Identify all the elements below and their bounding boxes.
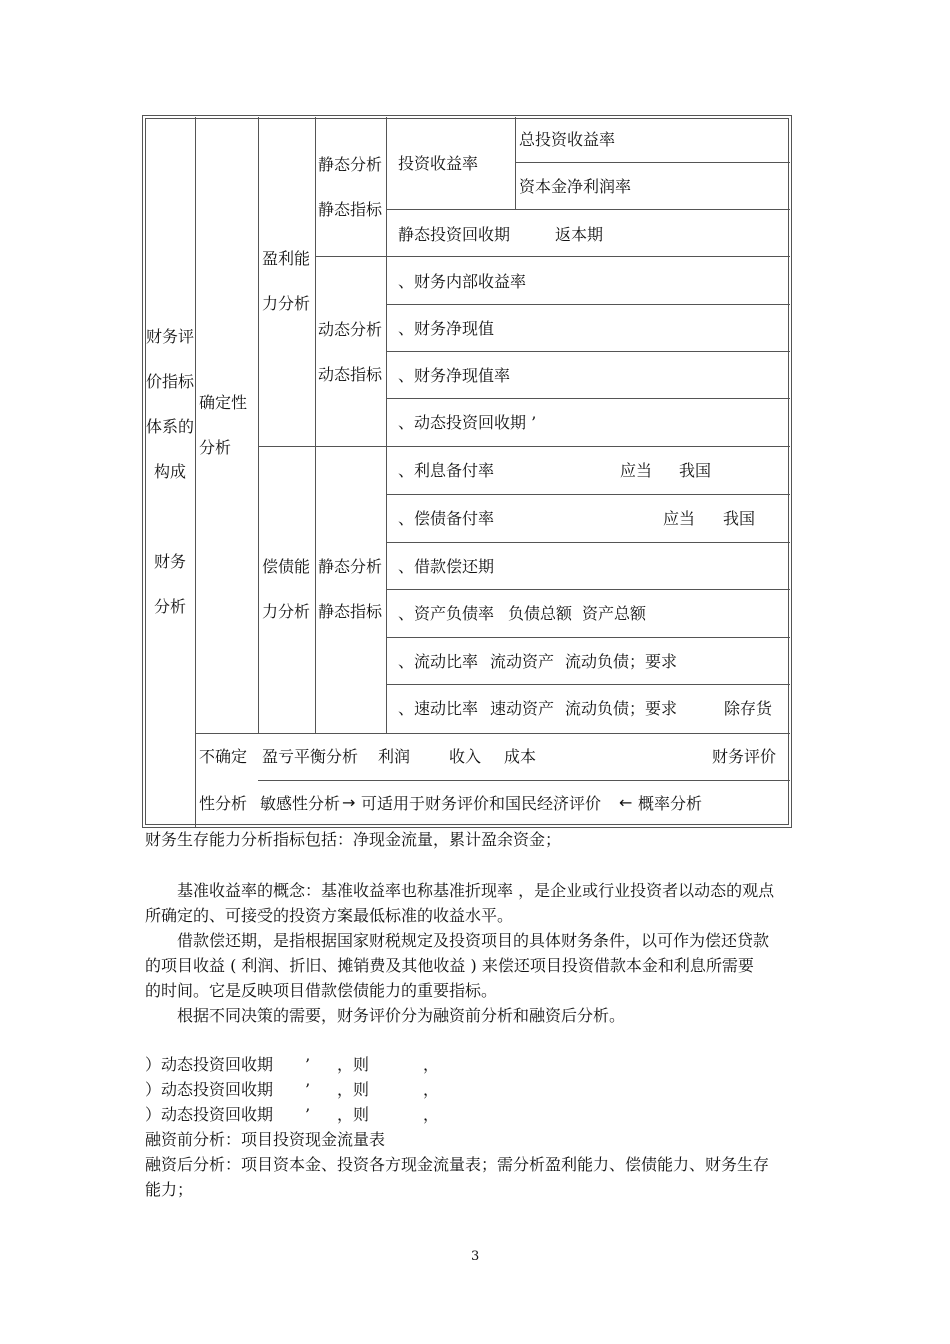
col1-divider	[195, 117, 196, 827]
invest-return-rate: 投资收益率	[398, 154, 479, 173]
dynamic-row-2: 、财务净现值	[398, 319, 495, 338]
row-divider	[386, 304, 790, 305]
total-assets: 资产总额	[582, 604, 647, 623]
static-payback-alias: 返本期	[555, 225, 604, 244]
pre-financing-analysis: 融资前分析：项目投资现金流量表	[145, 1130, 386, 1149]
debt-cover-china: 我国	[723, 509, 756, 528]
dyn-line-3-c: ，则	[337, 1105, 370, 1124]
loan-repayment-period: 、借款偿还期	[398, 557, 495, 576]
row-divider	[386, 398, 790, 399]
static-analysis-1: 静态分析	[318, 155, 383, 174]
static-analysis-2: 静态指标	[318, 200, 383, 219]
row-divider	[195, 733, 790, 734]
benchmark-line-2: 所确定的、可接受的投资方案最低标准的收益水平。	[145, 906, 514, 925]
dynamic-row-4: 、动态投资回收期 ’	[398, 413, 537, 432]
row-divider	[386, 351, 790, 352]
dyn-line-3-b: ’	[305, 1105, 311, 1124]
probability-analysis: 概率分析	[638, 794, 703, 813]
row-divider	[386, 542, 790, 543]
dyn-line-2-c: ，则	[337, 1080, 370, 1099]
interest-cover-ratio: 、利息备付率	[398, 461, 495, 480]
decision-line: 根据不同决策的需要，财务评价分为融资前分析和融资后分析。	[177, 1006, 626, 1025]
static-analysis-4: 静态指标	[318, 602, 383, 621]
row-divider	[258, 446, 790, 447]
row-divider	[386, 209, 790, 210]
loan-line-1: 借款偿还期，是指根据国家财税规定及投资项目的具体财务条件，以可作为偿还贷款	[177, 931, 770, 950]
right-arrow-icon: →	[342, 793, 356, 812]
certainty-analysis-2: 分析	[199, 438, 232, 457]
interest-cover-china: 我国	[679, 461, 712, 480]
sensitivity-analysis: 敏感性分析	[260, 794, 341, 813]
row-divider	[386, 684, 790, 685]
debt-asset-ratio: 、资产负债率	[398, 604, 495, 623]
quick-liabilities-req: 流动负债；要求	[565, 699, 678, 718]
col5-divider	[515, 117, 516, 209]
col1-line-1: 财务评	[146, 327, 195, 346]
row-divider	[315, 256, 790, 257]
certainty-analysis-1: 确定性	[199, 393, 248, 412]
capital-profit-rate: 资本金净利润率	[519, 177, 632, 196]
loan-line-3: 的时间。它是反映项目借款偿债能力的重要指标。	[145, 981, 498, 1000]
breakeven-revenue: 收入	[449, 747, 482, 766]
current-liabilities-req: 流动负债；要求	[565, 652, 678, 671]
post-financing-line-2: 能力；	[145, 1180, 194, 1199]
total-liabilities: 负债总额	[508, 604, 573, 623]
page-number: 3	[471, 1249, 480, 1264]
debt-cover-ratio: 、偿债备付率	[398, 509, 495, 528]
dynamic-analysis-1: 动态分析	[318, 320, 383, 339]
sensitivity-applicability: 可适用于财务评价和国民经济评价	[361, 794, 602, 813]
excluding-inventory: 除存货	[724, 699, 773, 718]
dyn-line-1-b: ’	[305, 1055, 311, 1074]
profitability-2: 力分析	[262, 294, 311, 313]
col1-line-6: 分析	[154, 597, 187, 616]
total-invest-return-rate: 总投资收益率	[519, 130, 616, 149]
breakeven-profit: 利润	[378, 747, 411, 766]
current-assets: 流动资产	[490, 652, 555, 671]
breakeven-analysis: 盈亏平衡分析	[262, 747, 359, 766]
row-divider	[258, 780, 790, 781]
dynamic-row-3: 、财务净现值率	[398, 366, 511, 385]
row-divider	[386, 494, 790, 495]
breakeven-financial-eval: 财务评价	[712, 747, 777, 766]
survival-indicators: 财务生存能力分析指标包括：净现金流量，累计盈余资金；	[145, 830, 562, 849]
post-financing-line-1: 融资后分析：项目资本金、投资各方现金流量表；需分析盈利能力、偿债能力、财务生存	[145, 1155, 770, 1174]
uncertainty-analysis-2: 性分析	[199, 794, 248, 813]
dynamic-row-1: 、财务内部收益率	[398, 272, 527, 291]
col1-line-3: 体系的	[146, 417, 195, 436]
uncertainty-analysis-1: 不确定	[199, 747, 248, 766]
row-divider	[515, 162, 790, 163]
dyn-line-2-a: ）动态投资回收期	[145, 1080, 274, 1099]
col2-divider	[258, 117, 259, 733]
quick-assets: 速动资产	[490, 699, 555, 718]
col3-divider	[315, 117, 316, 733]
solvency-1: 偿债能	[262, 557, 311, 576]
dyn-line-2-b: ’	[305, 1080, 311, 1099]
dyn-line-2-d: ，	[423, 1080, 440, 1099]
col1-line-4: 构成	[154, 462, 187, 481]
row-divider	[386, 637, 790, 638]
dyn-line-3-d: ，	[423, 1105, 440, 1124]
breakeven-cost: 成本	[504, 747, 537, 766]
interest-cover-should: 应当	[620, 461, 653, 480]
dyn-line-1-a: ）动态投资回收期	[145, 1055, 274, 1074]
dyn-line-1-d: ，	[423, 1055, 440, 1074]
dyn-line-1-c: ，则	[337, 1055, 370, 1074]
solvency-2: 力分析	[262, 602, 311, 621]
debt-cover-should: 应当	[663, 509, 696, 528]
dyn-line-3-a: ）动态投资回收期	[145, 1105, 274, 1124]
static-analysis-3: 静态分析	[318, 557, 383, 576]
col1-line-2: 价指标	[146, 372, 195, 391]
static-payback: 静态投资回收期	[398, 225, 511, 244]
profitability-1: 盈利能	[262, 249, 311, 268]
dynamic-analysis-2: 动态指标	[318, 365, 383, 384]
col1-line-5: 财务	[154, 552, 187, 571]
loan-line-2: 的项目收益 ( 利润、折旧、摊销费及其他收益 ) 来偿还项目投资借款本金和利息所需要	[145, 956, 754, 975]
benchmark-line-1: 基准收益率的概念：基准收益率也称基准折现率 ，是企业或行业投资者以动态的观点	[177, 881, 775, 900]
left-arrow-icon: ←	[619, 793, 633, 812]
row-divider	[386, 589, 790, 590]
quick-ratio: 、速动比率	[398, 699, 479, 718]
current-ratio: 、流动比率	[398, 652, 479, 671]
